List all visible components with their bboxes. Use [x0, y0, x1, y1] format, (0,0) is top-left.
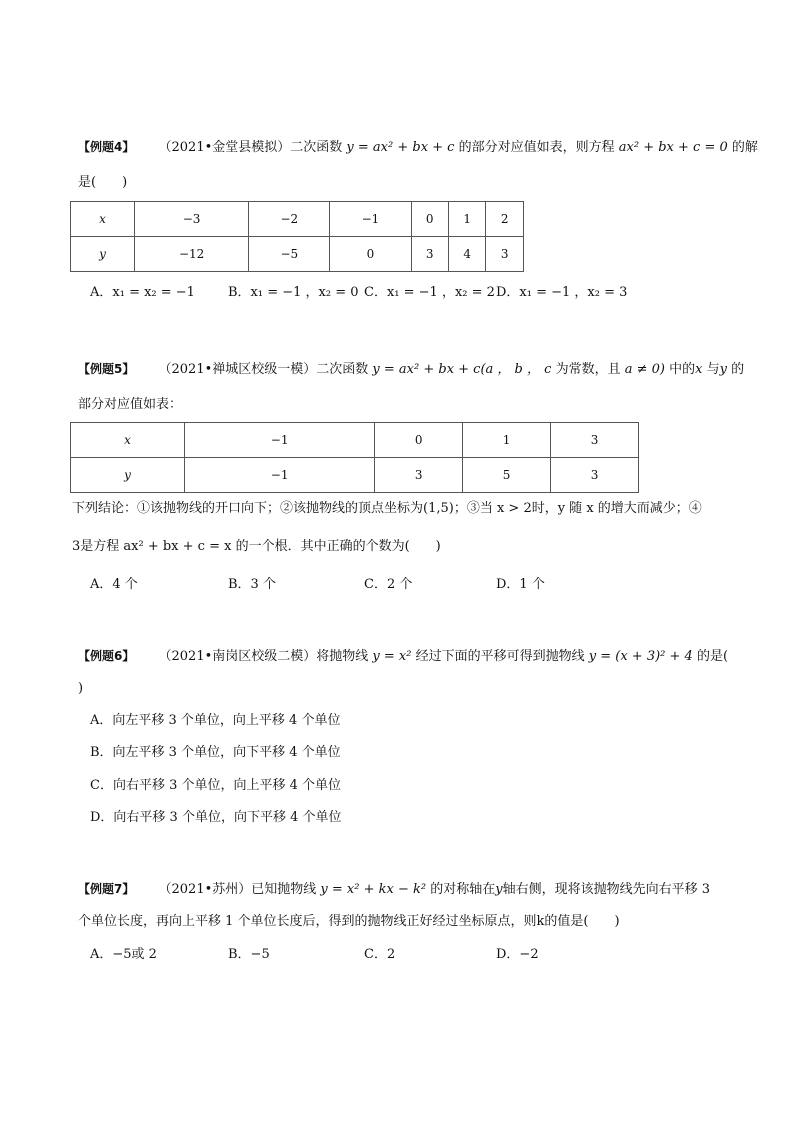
ex7-stem-b: 的对称轴在 — [430, 882, 496, 897]
ex7-question-line1 — [78, 880, 724, 899]
ex5-option-d[interactable]: D．1 个 — [496, 577, 545, 592]
ex4-tag: 【例题4】 — [78, 140, 135, 154]
ex4-value-table — [70, 201, 524, 272]
ex5-option-b[interactable]: B．3 个 — [228, 577, 276, 592]
ex7-function: y = x² + kx − k² — [320, 882, 427, 897]
table-cell: 3 — [551, 423, 639, 458]
ex4-table-row-x — [71, 202, 524, 237]
ex4-option-c[interactable]: C．x₁ = −1 ，x₂ = 2 — [364, 285, 495, 300]
ex5-var-x: x — [695, 362, 703, 377]
ex6-function-2: y = (x + 3)² + 4 — [588, 649, 693, 664]
ex5-value-table — [70, 422, 639, 493]
ex6-stem-a: 将抛物线 — [316, 649, 369, 664]
ex4-stem-b: 的部分对应值如表，则方程 — [458, 140, 615, 155]
ex4-stem-c: 的解 — [731, 140, 758, 155]
ex4-option-d[interactable]: D．x₁ = −1 ，x₂ = 3 — [496, 285, 628, 300]
ex6-stem-b: 经过下面的平移可得到抛物线 — [415, 649, 585, 664]
ex4-function: y = ax² + bx + c — [346, 140, 455, 155]
table-cell: 3 — [486, 237, 524, 272]
ex7-stem-c: 轴右侧，现将该抛物线先向右平移 3 — [502, 882, 711, 897]
ex6-option-b[interactable]: B．向左平移 3 个单位，向下平移 4 个单位 — [90, 745, 341, 760]
table-cell: 0 — [411, 202, 448, 237]
ex6-tag: 【例题6】 — [78, 649, 135, 663]
table-cell: 3 — [551, 458, 639, 493]
table-cell: y — [71, 458, 185, 493]
ex7-option-a[interactable]: A．−5或 2 — [90, 947, 157, 962]
ex7-question-line2: 个单位长度，再向上平移 1 个单位长度后，得到的抛物线正好经过坐标原点，则k的值是( ) — [78, 914, 620, 929]
ex5-question-line1 — [78, 360, 745, 379]
table-cell: 3 — [375, 458, 463, 493]
ex4-question-line1 — [78, 138, 758, 157]
ex5-table-row-y — [71, 458, 639, 493]
ex7-option-c[interactable]: C．2 — [364, 947, 396, 962]
ex5-conclusions-line1: 下列结论：①该抛物线的开口向下；②该抛物线的顶点坐标为(1,5)；③当 x > 2时，y 随 x 的增大而减少；④ — [72, 501, 702, 516]
ex6-question-line2: ) — [78, 681, 84, 696]
table-cell: −5 — [249, 237, 330, 272]
ex7-source: （2021•苏州） — [158, 882, 252, 897]
table-cell: y — [71, 237, 135, 272]
table-cell: x — [71, 202, 135, 237]
ex5-tag: 【例题5】 — [78, 362, 135, 376]
ex6-option-d[interactable]: D．向右平移 3 个单位，向下平移 4 个单位 — [90, 810, 342, 825]
ex5-function: y = ax² + bx + c(a ， b ， c — [372, 362, 552, 377]
table-cell: 5 — [463, 458, 551, 493]
ex6-question-line1 — [78, 647, 729, 666]
ex6-function-1: y = x² — [372, 649, 412, 664]
ex5-option-a[interactable]: A．4 个 — [90, 577, 138, 592]
ex5-stem-a: 二次函数 — [316, 362, 369, 377]
ex4-equation: ax² + bx + c = 0 — [618, 140, 728, 155]
ex5-var-y: y — [719, 362, 727, 377]
ex5-stem-b: 为常数，且 — [555, 362, 621, 377]
ex4-table-row-y — [71, 237, 524, 272]
ex5-stem-c: 中的 — [669, 362, 696, 377]
ex7-stem-a: 已知抛物线 — [251, 882, 317, 897]
table-cell: 3 — [411, 237, 448, 272]
table-cell: x — [71, 423, 185, 458]
ex6-option-c[interactable]: C．向右平移 3 个单位，向上平移 4 个单位 — [90, 778, 342, 793]
ex5-source: （2021•禅城区校级一模） — [158, 362, 317, 377]
ex4-option-a[interactable]: A．x₁ = x₂ = −1 — [90, 285, 195, 300]
table-cell: −1 — [185, 423, 375, 458]
ex5-option-c[interactable]: C．2 个 — [364, 577, 413, 592]
ex4-question-line2: 是( ) — [78, 175, 128, 190]
ex4-stem-a: 二次函数 — [290, 140, 343, 155]
ex5-condition: a ≠ 0) — [624, 362, 665, 377]
ex6-stem-c: 的是( — [696, 649, 729, 664]
ex7-tag: 【例题7】 — [78, 882, 135, 896]
table-cell: 4 — [448, 237, 485, 272]
ex5-stem-e: 的 — [731, 362, 745, 377]
table-cell: −12 — [135, 237, 249, 272]
ex5-conclusions-line2: 3是方程 ax² + bx + c = x 的一个根．其中正确的个数为( ) — [72, 539, 441, 554]
ex5-question-line2: 部分对应值如表： — [78, 397, 183, 412]
ex7-option-b[interactable]: B．−5 — [228, 947, 270, 962]
table-cell: 2 — [486, 202, 524, 237]
table-cell: 1 — [448, 202, 485, 237]
table-cell: 0 — [330, 237, 411, 272]
ex6-option-a[interactable]: A．向左平移 3 个单位，向上平移 4 个单位 — [90, 713, 341, 728]
ex6-source: （2021•南岗区校级二模） — [158, 649, 317, 664]
ex7-option-d[interactable]: D．−2 — [496, 947, 539, 962]
table-cell: −1 — [185, 458, 375, 493]
ex4-option-b[interactable]: B．x₁ = −1 ，x₂ = 0 — [228, 285, 359, 300]
table-cell: −1 — [330, 202, 411, 237]
table-cell: 1 — [463, 423, 551, 458]
ex5-stem-d: 与 — [706, 362, 720, 377]
table-cell: −2 — [249, 202, 330, 237]
ex7-var-y: y — [495, 882, 503, 897]
ex4-source: （2021•金堂县模拟） — [158, 140, 291, 155]
ex5-table-row-x — [71, 423, 639, 458]
table-cell: 0 — [375, 423, 463, 458]
table-cell: −3 — [135, 202, 249, 237]
